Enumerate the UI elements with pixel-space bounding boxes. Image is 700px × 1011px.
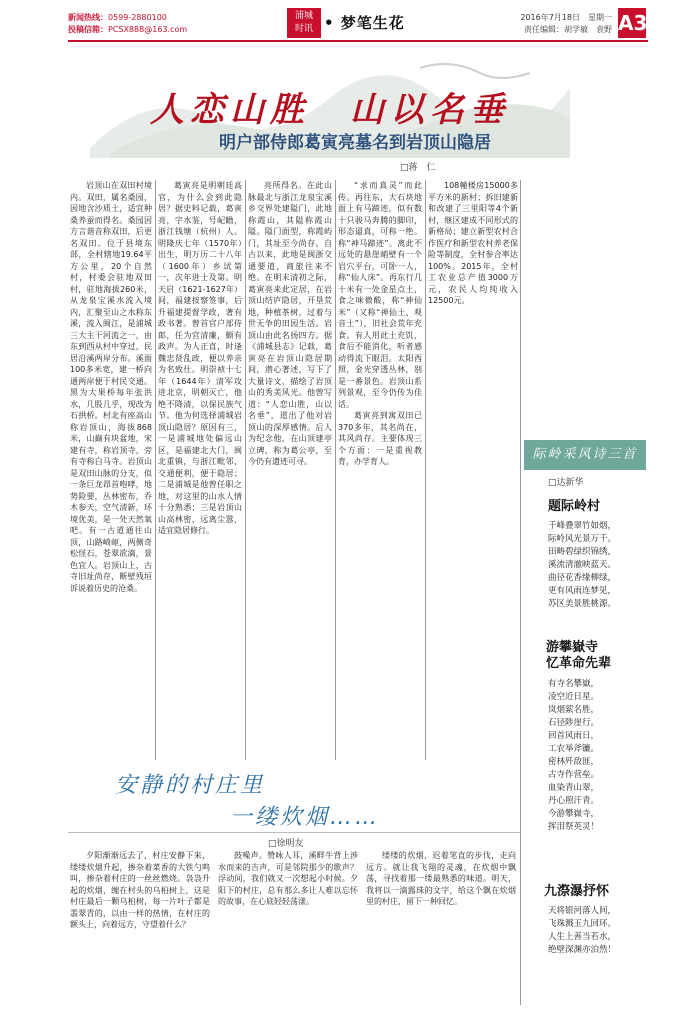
essay-title-line2: 一缕炊烟…… [230, 805, 381, 830]
poem-line: 血染青山翠， [548, 783, 600, 793]
poem3-body [548, 905, 643, 957]
poem-line: 人生上善当若水， [548, 932, 617, 942]
poem-line: 有寺名攀嶽， [548, 679, 600, 689]
poem-line: 密林歼敌匪， [548, 757, 600, 767]
column-divider [245, 180, 246, 760]
poem-line: 千峰叠翠竹如烟， [548, 521, 617, 531]
column-divider [520, 180, 521, 1005]
poem-line: 际岭风光景万千。 [548, 534, 617, 544]
poem1-body [548, 520, 643, 611]
essay-column-3 [366, 850, 516, 1005]
newspaper-logo [287, 8, 321, 38]
paragraph: 葛寅亮是明朝廷高官，为什么会到此隐居？据史料记载，葛寅亮，字水鉴，号屺瞻，浙江钱塘（杭州）人。明隆庆七年（1570年）出生，明万历二十八年（1600年）乡试第一，次年进士及第。明天启（1621-1627年）间，福建按察签事，后升福建提督学政，著有政书著。曾首官户部侍郎，任为官清廉，颇有政声。为人正直，时逢魏忠贤乱政，便以养亲为名致仕。明崇祯十七年（1644年）清军攻进北京，明朝灭亡，他绝不降清，以保民族气节。他为何选择浦城岩顶山隐居？原因有三，一是浦城地处偏远山区，是福建北大门，闽北重镇，与浙江毗邻，交通便利，便于隐居；二是浦城是他曾任职之地，对这里的山水人情十分熟悉；三是岩顶山山高林密，远离尘嚣，适宜隐居修行。 [158, 181, 242, 535]
article-column-1 [70, 180, 152, 760]
poem-line: 田畴碧绿织锦绣， [548, 547, 617, 557]
article-headline: 明户部侍郎葛寅亮墓名到岩顶山隐居 [219, 133, 491, 153]
poem-column-title: 际岭采风诗三首 [524, 440, 646, 470]
poem-line: 丹心照汗青。 [548, 796, 600, 806]
poem-line: 挥泪祭英灵！ [548, 822, 600, 832]
paragraph: 鼓噪声。赞咏人耳，溪畔牛背上涉水而来的吉声，可是邻院那少的歌声？浮动间，我们就又一次想起小时候。夕阳下的村庄，总有那么多让人难以忘怀的故事，在心底轻轻荡漾。 [218, 851, 358, 906]
essay-author: □徐明友 [268, 839, 304, 849]
article-byline: □蒋 仁 [400, 163, 436, 173]
hotline-label: 新闻热线： [68, 13, 108, 22]
poem-line: 石径陟崖行。 [548, 718, 600, 728]
article-column-5 [428, 180, 518, 425]
essay-rule [68, 832, 520, 833]
poem3-title: 九漈瀑抒怀 [544, 884, 610, 899]
issue-date: 2016年7月18日 星期一 [520, 13, 612, 22]
logo-line2: 时讯 [294, 24, 313, 34]
poem-author: □达新华 [548, 478, 584, 488]
poem-line: 工农举斧镰。 [548, 744, 600, 754]
poem-line: 曲径花香缘柳绿， [548, 573, 617, 583]
column-divider [425, 180, 426, 760]
poem1-title: 题际岭村 [548, 499, 601, 514]
article-column-3 [248, 180, 332, 760]
paragraph: “求而真灵”而此传。再往东，大石块地面上有马蹄迹，似有数十只骏马奔腾的脚印，形态逼真，可称一绝。称“神马蹄迹”。离此不远处的悬崖峭壁有一个岩穴平台，可卧一人，称“仙人床”。再东行几十米有一处金星点土，食之味微酸，称“神仙米”（又称“神仙土、观音土”），旧社会荒年充食。有人用此土充饥，食后不能消化，听者感动得流下眼泪。太阳西照，金光穿透丛林，别是一番景色。岩顶山系列景观，至今仍传为佳话。 [338, 181, 422, 409]
essay-column-1 [70, 850, 210, 1005]
poem-line: 凌空近日星。 [548, 692, 600, 702]
article-column-2 [158, 180, 242, 760]
poem-line: 回首风雨日， [548, 731, 600, 741]
essay-column-2 [218, 850, 358, 1005]
email-address: PCSX888@163.com [108, 25, 188, 34]
poem-line: 古寺作营垒。 [548, 770, 600, 780]
poem-line: 今游攀嶽寺， [548, 809, 600, 819]
logo-line1: 浦城 [294, 11, 313, 21]
poem-line: 苏区美景胜桃源。 [548, 599, 617, 609]
hotline-number: 0599-2880100 [108, 13, 167, 22]
article-column-4 [338, 180, 422, 760]
paragraph: 葛寅亮到寓双田已370多年，其名尚在，其风尚存。主要体现三个方面：一是重视教育，办学育人。 [338, 411, 422, 466]
poem-line: 天将银河落人间， [548, 906, 617, 916]
poem-line: 飞珠溅玉九回环。 [548, 919, 617, 929]
poem-line: 更有风雨连梦见， [548, 586, 617, 596]
header-contact [68, 12, 187, 36]
poem2-body [548, 678, 643, 834]
paragraph: 108幢楼房15000多平方米的新村；拆旧建新和改建了三里阳等4个新村，继区建成不同形式的新格局；建立新型农村合作医疗和新型农村养老保险等制度，全村参合率达100%。2015年，全村工农业总产值3000万元，农民人均纯收入12500元。 [428, 181, 518, 305]
poem-line: 岚烟萦名胜， [548, 705, 600, 715]
paragraph: 夕阳渐渐远去了，村庄安静下来，缕缕炊烟升起，掺杂着菜香的大铁勺鸣叫，掺杂着村庄的一丝丝燃烧。袅袅升起的炊烟，缠在村头的乌桕树上，这是村庄最后一颗乌桕树，每一片叶子都是翡翠青的，以由一样的热情，在村庄的额头上，向着远方，守望着什么？ [70, 851, 210, 929]
column-divider [335, 180, 336, 760]
header-rule [68, 40, 648, 42]
column-divider [155, 180, 156, 760]
paragraph: 亮所得名。在此山脉最北与浙江龙泉宝溪乡交界处建隘门，此地称霞山，其隘称霞山隘。隘门面型，称霞屿门，其址至今尚存。自古以来，此地是闽浙交通要道，商旅往来不绝。在明末清初之际，葛寅亮来此定居，在岩顶山结庐隐居，开垦荒地，种植茶树，过着与世无争的田园生活。岩顶山由此名扬四方。据《浦城县志》记载，葛寅亮在岩顶山隐居期间，潜心著述，写下了大量诗文，描绘了岩顶山的秀美风光。他曾写道：“人恋山胜，山以名垂”，道出了他对岩顶山的深厚感情。后人为纪念他，在山顶建亭立碑，称为葛公亭，至今仍有遗迹可寻。 [248, 181, 332, 466]
editors: 责任编辑：胡学敏 袁野 [524, 25, 612, 34]
email-label: 投稿信箱： [68, 25, 108, 34]
header-meta [500, 12, 612, 36]
poem-line: 绝壁深渊亦泊然！ [548, 945, 617, 955]
poem-line: 溪流清澈映蓝天。 [548, 560, 617, 570]
essay-title-line1: 安静的村庄里 [115, 773, 266, 798]
section-title: • 梦笔生花 [324, 14, 405, 32]
page-number: A3 [618, 8, 646, 38]
poem2-title: 游攀嶽寺 忆革命先辈 [546, 640, 612, 671]
paragraph: 缕缕的炊烟，迟着笔直的步伐，走向远方。就让我飞翔的灵魂，在炊烟中飘荡，寻找着那一缕最熟悉的味道。明天，我将以一滴露珠的文字，给这个飘在炊烟里的村庄，留下一种回忆。 [366, 851, 516, 906]
paragraph: 岩顶山在双田村境内。双田，属名桑园，因地含沙质土，适宜种桑养蚕而得名。桑园因方言谐音称双田，后更名双田。位于县境东部，全村辖地19.64平方公里，20个自然村，村委会驻地双田村，驻地海拔260米，从龙泉宝溪水流入境内，汇聚至山之水称东溪，流入闽江，是浦城三大主干河流之一，由东到西从村中穿过，民居沿溪两岸分布。溪面100多米宽，建一桥向通两岸便于村民交通。黑为大果桥每年张洪水，几股几乎，现改为石拱桥。村北有座高山称岩顶山，海拔868米，山巅有块盆地，宋建有寺，称岩顶寺，旁有寺称白马寺。岩顶山是双田山脉的分支，似一条巨龙昂首咆哮，地势险要，丛林密布，乔木参天，空气清新，环境优美，是一处天然氧吧。有一古道通往山顶，山路崎岖，两侧奇松怪石，苍翠欲滴，景色宜人。岩顶山上，古寺旧址尚存，断壁残垣诉说着历史的沧桑。 [70, 181, 152, 593]
banner-slogan: 人恋山胜 山以名垂 [150, 90, 510, 130]
